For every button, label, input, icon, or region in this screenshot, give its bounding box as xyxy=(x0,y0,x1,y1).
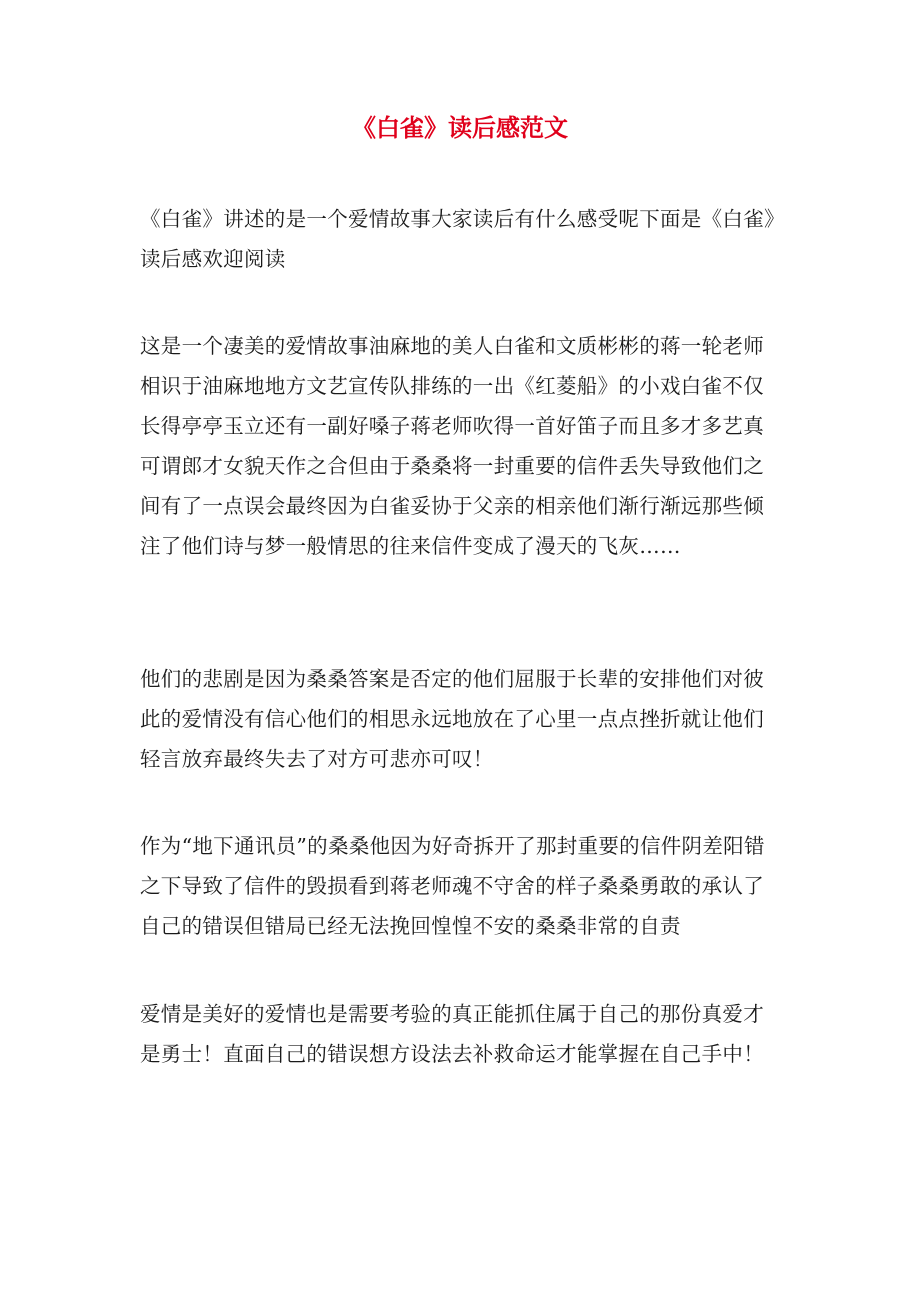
document-title: 《白雀》读后感范文 xyxy=(352,114,568,142)
conclusion-paragraph: 爱情是美好的爱情也是需要考验的真正能抓住属于自己的那份真爱才是勇士！直面自己的错误想方设法去补救命运才能掌握在自己手中！ xyxy=(140,1002,764,1066)
sangsang-paragraph: 作为“地下通讯员”的桑桑他因为好奇拆开了那封重要的信件阴差阳错之下导致了信件的毁损看到蒋老师魂不守舍的样子桑桑勇敢的承认了自己的错误但错局已经无法挽回惶惶不安的桑桑非常的自责 xyxy=(140,834,765,938)
tragedy-reason-paragraph: 他们的悲剧是因为桑桑答案是否定的他们屈服于长辈的安排他们对彼此的爱情没有信心他们的相思永远地放在了心里一点点挫折就让他们轻言放弃最终失去了对方可悲亦可叹！ xyxy=(140,667,764,771)
intro-paragraph: 《白雀》讲述的是一个爱情故事大家读后有什么感受呢下面是《白雀》读后感欢迎阅读 xyxy=(140,207,775,271)
story-summary-paragraph: 这是一个凄美的爱情故事油麻地的美人白雀和文质彬彬的蒋一轮老师相识于油麻地地方文艺宣传队排练的一出《红菱船》的小戏白雀不仅长得亭亭玉立还有一副好嗓子蒋老师吹得一首好笛子而且多才多艺真可谓郎才女貌天作之合但由于桑桑将一封重要的信件丢失导致他们之间有了一点误会最终因为白雀妥协于父亲的相亲他们渐行渐远那些倾注了他们诗与梦一般情思的往来信件变成了漫天的飞灰…… xyxy=(140,334,764,558)
